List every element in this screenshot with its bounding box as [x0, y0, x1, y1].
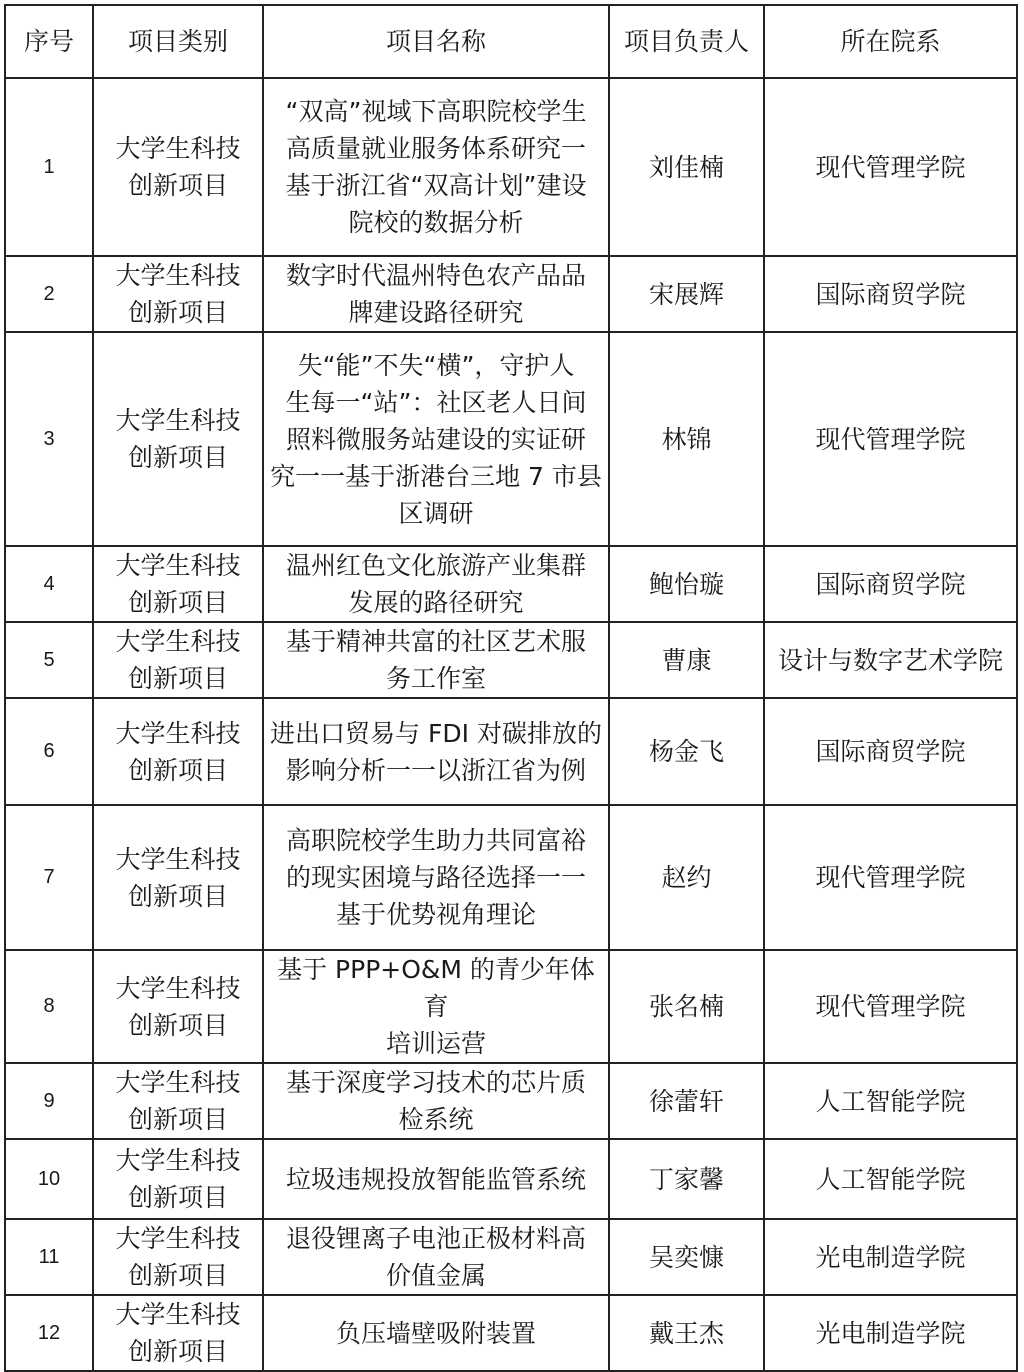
row-leader: 曹康 — [609, 622, 764, 698]
row-project-name: 基于精神共富的社区艺术服 务工作室 — [263, 622, 609, 698]
row-category: 大学生科技 创新项目 — [93, 1219, 263, 1295]
header-dept: 所在院系 — [764, 5, 1017, 78]
row-category: 大学生科技 创新项目 — [93, 546, 263, 622]
table-row — [5, 1295, 1017, 1371]
row-category: 大学生科技 创新项目 — [93, 332, 263, 546]
row-leader: 徐蕾轩 — [609, 1063, 764, 1139]
row-project-name: 退役锂离子电池正极材料高 价值金属 — [263, 1219, 609, 1295]
row-project-name: 数字时代温州特色农产品品 牌建设路径研究 — [263, 256, 609, 332]
row-leader: 鲍怡璇 — [609, 546, 764, 622]
row-leader: 吴奕慷 — [609, 1219, 764, 1295]
table-row — [5, 1063, 1017, 1139]
table-row — [5, 950, 1017, 1063]
row-category: 大学生科技 创新项目 — [93, 1139, 263, 1219]
table-row — [5, 332, 1017, 546]
row-seq: 11 — [5, 1219, 93, 1295]
row-seq: 7 — [5, 805, 93, 950]
row-category: 大学生科技 创新项目 — [93, 1063, 263, 1139]
row-seq: 5 — [5, 622, 93, 698]
row-seq: 9 — [5, 1063, 93, 1139]
row-dept: 现代管理学院 — [764, 78, 1017, 256]
row-leader: 林锦 — [609, 332, 764, 546]
row-seq: 2 — [5, 256, 93, 332]
table-row — [5, 1139, 1017, 1219]
row-project-name: 进出口贸易与 FDI 对碳排放的 影响分析一一以浙江省为例 — [263, 698, 609, 805]
row-seq: 3 — [5, 332, 93, 546]
header-seq: 序号 — [5, 5, 93, 78]
row-project-name: “双高”视域下高职院校学生 高质量就业服务体系研究一 基于浙江省“双高计划”建设 院校的数据分析 — [263, 78, 609, 256]
row-leader: 戴王杰 — [609, 1295, 764, 1371]
row-leader: 张名楠 — [609, 950, 764, 1063]
row-project-name: 基于深度学习技术的芯片质 检系统 — [263, 1063, 609, 1139]
row-leader: 丁家馨 — [609, 1139, 764, 1219]
row-project-name: 基于 PPP+O&M 的青少年体育 培训运营 — [263, 950, 609, 1063]
row-dept: 现代管理学院 — [764, 950, 1017, 1063]
row-leader: 杨金飞 — [609, 698, 764, 805]
header-category: 项目类别 — [93, 5, 263, 78]
header-row — [5, 5, 1017, 78]
row-dept: 人工智能学院 — [764, 1063, 1017, 1139]
row-seq: 8 — [5, 950, 93, 1063]
row-seq: 1 — [5, 78, 93, 256]
row-project-name: 垃圾违规投放智能监管系统 — [263, 1139, 609, 1219]
row-leader: 刘佳楠 — [609, 78, 764, 256]
table-row — [5, 622, 1017, 698]
row-dept: 设计与数字艺术学院 — [764, 622, 1017, 698]
row-dept: 光电制造学院 — [764, 1295, 1017, 1371]
table-row — [5, 1219, 1017, 1295]
row-project-name: 高职院校学生助力共同富裕 的现实困境与路径选择一一 基于优势视角理论 — [263, 805, 609, 950]
row-project-name: 温州红色文化旅游产业集群 发展的路径研究 — [263, 546, 609, 622]
table-row — [5, 698, 1017, 805]
row-category: 大学生科技 创新项目 — [93, 78, 263, 256]
row-category: 大学生科技 创新项目 — [93, 805, 263, 950]
table-row — [5, 805, 1017, 950]
row-dept: 国际商贸学院 — [764, 256, 1017, 332]
project-table — [4, 4, 1018, 1372]
table-row — [5, 78, 1017, 256]
row-dept: 现代管理学院 — [764, 805, 1017, 950]
row-category: 大学生科技 创新项目 — [93, 950, 263, 1063]
row-category: 大学生科技 创新项目 — [93, 698, 263, 805]
table-row — [5, 546, 1017, 622]
row-seq: 12 — [5, 1295, 93, 1371]
row-dept: 国际商贸学院 — [764, 698, 1017, 805]
row-seq: 10 — [5, 1139, 93, 1219]
row-leader: 宋展辉 — [609, 256, 764, 332]
row-dept: 现代管理学院 — [764, 332, 1017, 546]
table-row — [5, 256, 1017, 332]
row-seq: 4 — [5, 546, 93, 622]
row-dept: 人工智能学院 — [764, 1139, 1017, 1219]
row-category: 大学生科技 创新项目 — [93, 622, 263, 698]
row-dept: 国际商贸学院 — [764, 546, 1017, 622]
header-leader: 项目负责人 — [609, 5, 764, 78]
row-category: 大学生科技 创新项目 — [93, 1295, 263, 1371]
row-dept: 光电制造学院 — [764, 1219, 1017, 1295]
row-category: 大学生科技 创新项目 — [93, 256, 263, 332]
row-project-name: 负压墙壁吸附装置 — [263, 1295, 609, 1371]
row-leader: 赵约 — [609, 805, 764, 950]
row-project-name: 失“能”不失“横”，守护人 生每一“站”：社区老人日间 照料微服务站建设的实证研 究一一基于浙港台三地 7 市县 区调研 — [263, 332, 609, 546]
header-name: 项目名称 — [263, 5, 609, 78]
row-seq: 6 — [5, 698, 93, 805]
